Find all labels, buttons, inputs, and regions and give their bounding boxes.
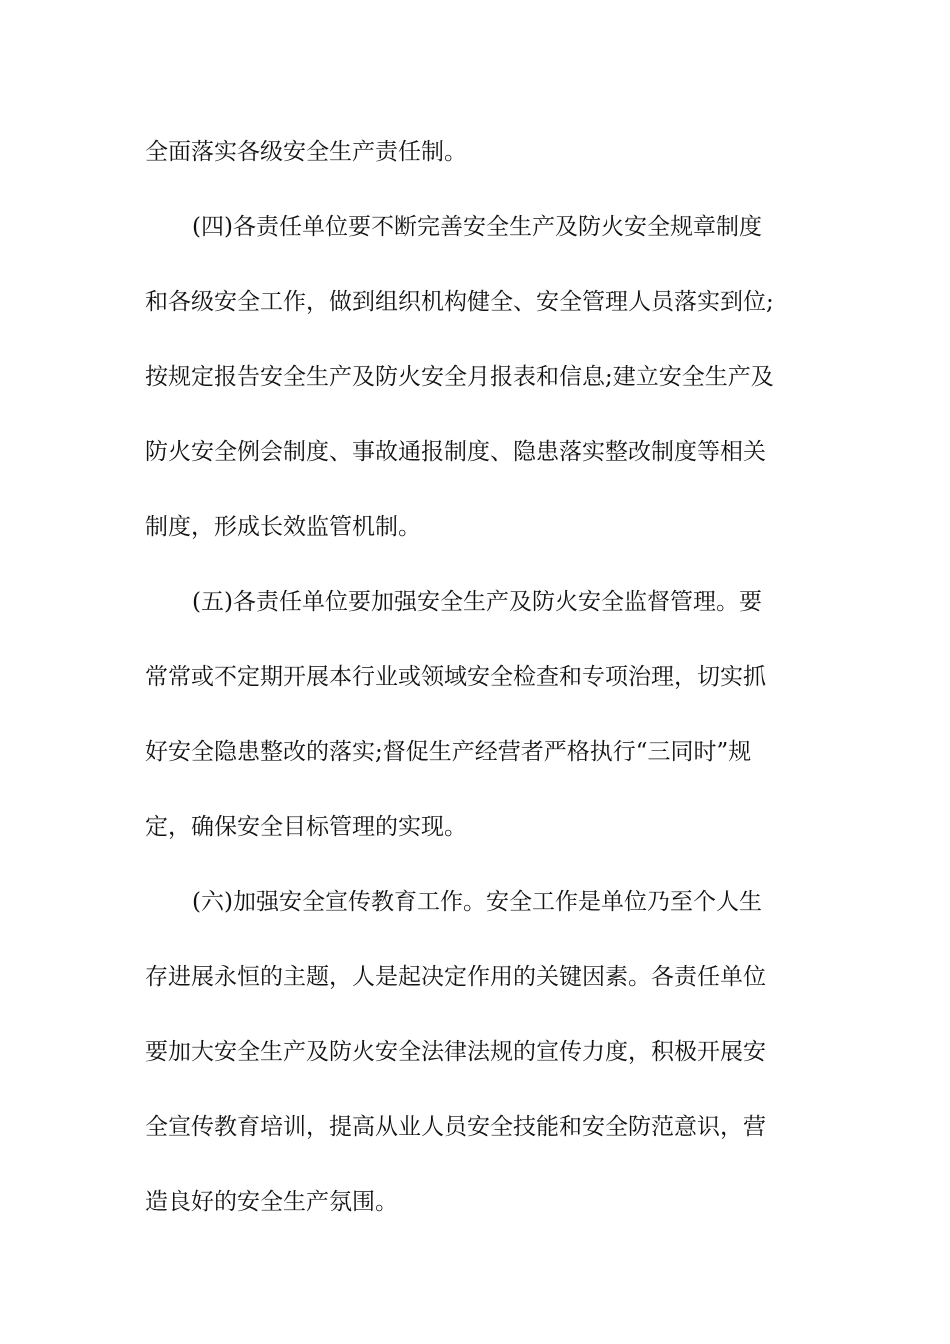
text-line	[0, 657, 950, 697]
line-text: 制度，形成长效监管机制。	[145, 514, 421, 540]
line-text: 常常或不定期开展本行业或领域安全检查和专项治理，切实抓	[145, 664, 766, 690]
line-text: (六)加强安全宣传教育工作。安全工作是单位乃至个人生	[192, 889, 762, 915]
text-line	[0, 732, 950, 772]
paragraph-first-line	[0, 882, 950, 922]
text-line	[0, 1182, 950, 1222]
line-text: 和各级安全工作，做到组织机构健全、安全管理人员落实到位;	[145, 289, 774, 315]
text-line	[0, 807, 950, 847]
line-text: 存进展永恒的主题，人是起决定作用的关键因素。各责任单位	[145, 964, 766, 990]
line-text: (四)各责任单位要不断完善安全生产及防火安全规章制度	[192, 214, 762, 240]
line-text: (五)各责任单位要加强安全生产及防火安全监督管理。要	[192, 589, 762, 615]
line-text: 造良好的安全生产氛围。	[145, 1189, 398, 1215]
text-line	[0, 957, 950, 997]
line-text: 好安全隐患整改的落实;督促生产经营者严格执行“三同时”规	[145, 739, 752, 765]
paragraph-first-line	[0, 207, 950, 247]
line-text: 全宣传教育培训，提高从业人员安全技能和安全防范意识，营	[145, 1114, 766, 1140]
text-line	[0, 1032, 950, 1072]
line-text: 防火安全例会制度、事故通报制度、隐患落实整改制度等相关	[145, 439, 766, 465]
text-line	[0, 282, 950, 322]
text-line	[0, 1107, 950, 1147]
text-line	[0, 357, 950, 397]
text-line	[0, 132, 950, 172]
paragraph-first-line	[0, 582, 950, 622]
text-line	[0, 432, 950, 472]
text-line	[0, 507, 950, 547]
line-text: 按规定报告安全生产及防火安全月报表和信息;建立安全生产及	[145, 364, 774, 390]
line-text: 全面落实各级安全生产责任制。	[145, 139, 467, 165]
line-text: 要加大安全生产及防火安全法律法规的宣传力度，积极开展安	[145, 1039, 766, 1065]
line-text: 定，确保安全目标管理的实现。	[145, 814, 467, 840]
